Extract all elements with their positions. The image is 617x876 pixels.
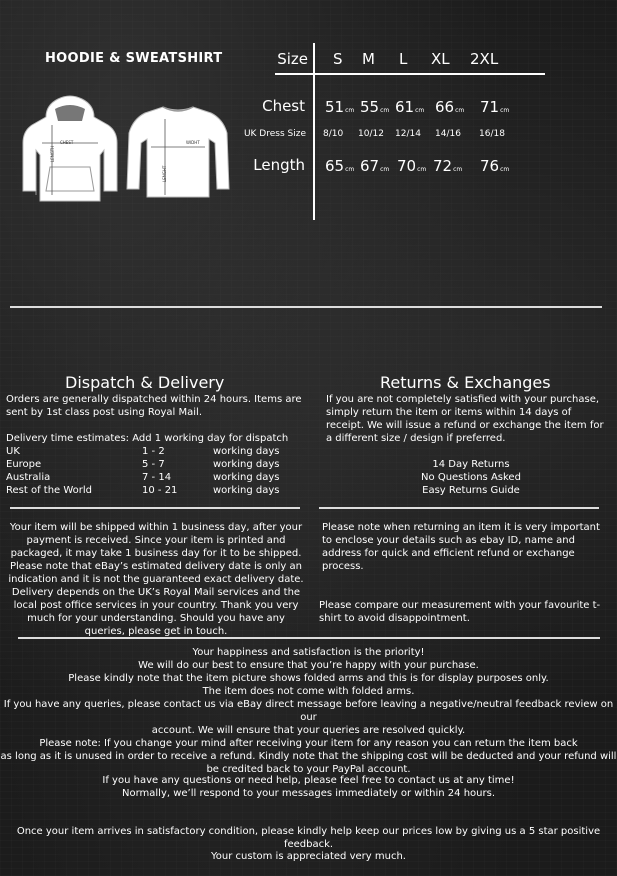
days-cell: 7 - 14 [142,472,172,483]
size-chart-header-divider [275,73,545,75]
contact-line-1: If you have any questions or need help, please feel free to contact us at any time! [102,775,515,786]
length-2xl: 76cm [480,157,510,175]
dress-m: 10/12 [358,129,384,139]
chest-m: 55cm [360,98,390,116]
returns-badge-no-questions: No Questions Asked [421,472,521,483]
hoodie-length-label: LENGTH [50,145,55,162]
hoodie-icon [20,95,120,207]
footer-divider [18,637,600,639]
dispatch-divider [10,507,300,509]
sweatshirt-icon [125,103,231,203]
feedback-line: Once your item arrives in satisfactory condition, please kindly help keep our prices low by giving us a 5 star positive feedback. [16,826,601,850]
footer-line: Please note: If you change your mind after receiving your item for any reason you can return the item back [39,738,578,749]
unit-cell: working days [213,459,280,470]
chest-2xl: 71cm [480,98,510,116]
footer-line: The item does not come with folded arms. [202,686,415,697]
dress-s: 8/10 [323,129,344,139]
length-s: 65cm [325,157,355,175]
table-row [6,471,279,484]
uk-dress-size-label: UK Dress Size [243,129,306,139]
table-row [6,458,279,471]
size-chart-title: HOODIE & SWEATSHIRT [45,51,223,66]
unit-cell: working days [213,485,280,496]
dispatch-title: Dispatch & Delivery [65,373,225,392]
delivery-estimates-heading: Delivery time estimates: Add 1 working day for dispatch [6,433,289,444]
region-cell: UK [6,446,20,457]
footer-line: account. We will ensure that your queries are resolved quickly. [151,725,466,736]
returns-badge-14-day: 14 Day Returns [432,459,510,470]
footer-line: Your happiness and satisfaction is the priority! [192,647,425,658]
region-cell: Europe [6,459,42,470]
returns-divider [319,507,599,509]
days-cell: 5 - 7 [142,459,165,470]
size-header-s: S [333,50,343,68]
returns-note-compare: Please compare our measurement with your favourite t-shirt to avoid disappointment. [319,600,601,624]
footer-line: If you have any queries, please contact us via eBay direct message before leaving a negative/neutral feedback review on our [3,699,614,723]
length-xl: 72cm [433,157,463,175]
size-header-l: L [399,50,408,68]
thanks-line: Your custom is appreciated very much. [211,851,406,862]
dress-l: 12/14 [395,129,421,139]
size-chart-vertical-divider [313,43,315,220]
dress-xl: 14/16 [435,129,461,139]
chest-l: 61cm [395,98,425,116]
unit-cell: working days [213,472,280,483]
length-m: 67cm [360,157,390,175]
size-header-m: M [362,50,375,68]
returns-intro: If you are not completely satisfied with your purchase, simply return the item or items within 14 days of receipt. We will issue a refund or exchange the item for a different size / design if preferred. [326,394,604,444]
section-divider [10,306,602,308]
shipping-note: Your item will be shipped within 1 business day, after your payment is received. Since your item is printed and packaged, it may take 1 business day for it to be shipped. Please note that eBay’s estimated delivery date is only an indication and it is not the guaranteed exact delivery date. Delivery depends on the UK’s Royal Mail services and the local post office services in your country. Thank you very much for your understanding. Should you have any queries, please get in touch. [8,522,304,637]
region-cell: Australia [6,472,51,483]
dispatch-intro: Orders are generally dispatched within 24 hours. Items are sent by 1st class post using Royal Mail. [6,394,302,418]
footer-line: as long as it is unused in order to receive a refund. Kindly note that the shipping cost will be deducted and your refund will [0,751,617,762]
size-header-2xl: 2XL [470,50,499,68]
delivery-table [6,445,279,497]
chest-s: 51cm [325,98,355,116]
unit-cell: working days [213,446,280,457]
chest-label: Chest [262,97,305,115]
days-cell: 10 - 21 [142,485,178,496]
length-label: Length [253,156,305,174]
footer-line: be credited back to your PayPal account. [206,764,411,775]
days-cell: 1 - 2 [142,446,165,457]
table-row [6,445,279,458]
sweatshirt-length-label: LENGHT [162,165,167,182]
table-row [6,484,279,497]
footer-line: We will do our best to ensure that you’re happy with your purchase. [138,660,479,671]
size-header-xl: XL [431,50,450,68]
length-l: 70cm [397,157,427,175]
dress-2xl: 16/18 [479,129,505,139]
contact-line-2: Normally, we’ll respond to your messages immediately or within 24 hours. [121,788,495,799]
footer-text [0,646,617,776]
footer-line: Please kindly note that the item picture shows folded arms and this is for display purposes only. [68,673,549,684]
hoodie-chest-label: CHEST [60,140,74,145]
returns-badge-easy-guide: Easy Returns Guide [422,485,520,496]
chest-xl: 66cm [435,98,465,116]
returns-title: Returns & Exchanges [380,373,551,392]
size-label: Size [277,50,308,68]
sweatshirt-width-label: WIDHT [186,140,200,145]
region-cell: Rest of the World [6,485,93,496]
returns-note-details: Please note when returning an item it is very important to enclose your details such as ebay ID, name and address for quick and efficient refund or exchange process. [322,522,600,572]
